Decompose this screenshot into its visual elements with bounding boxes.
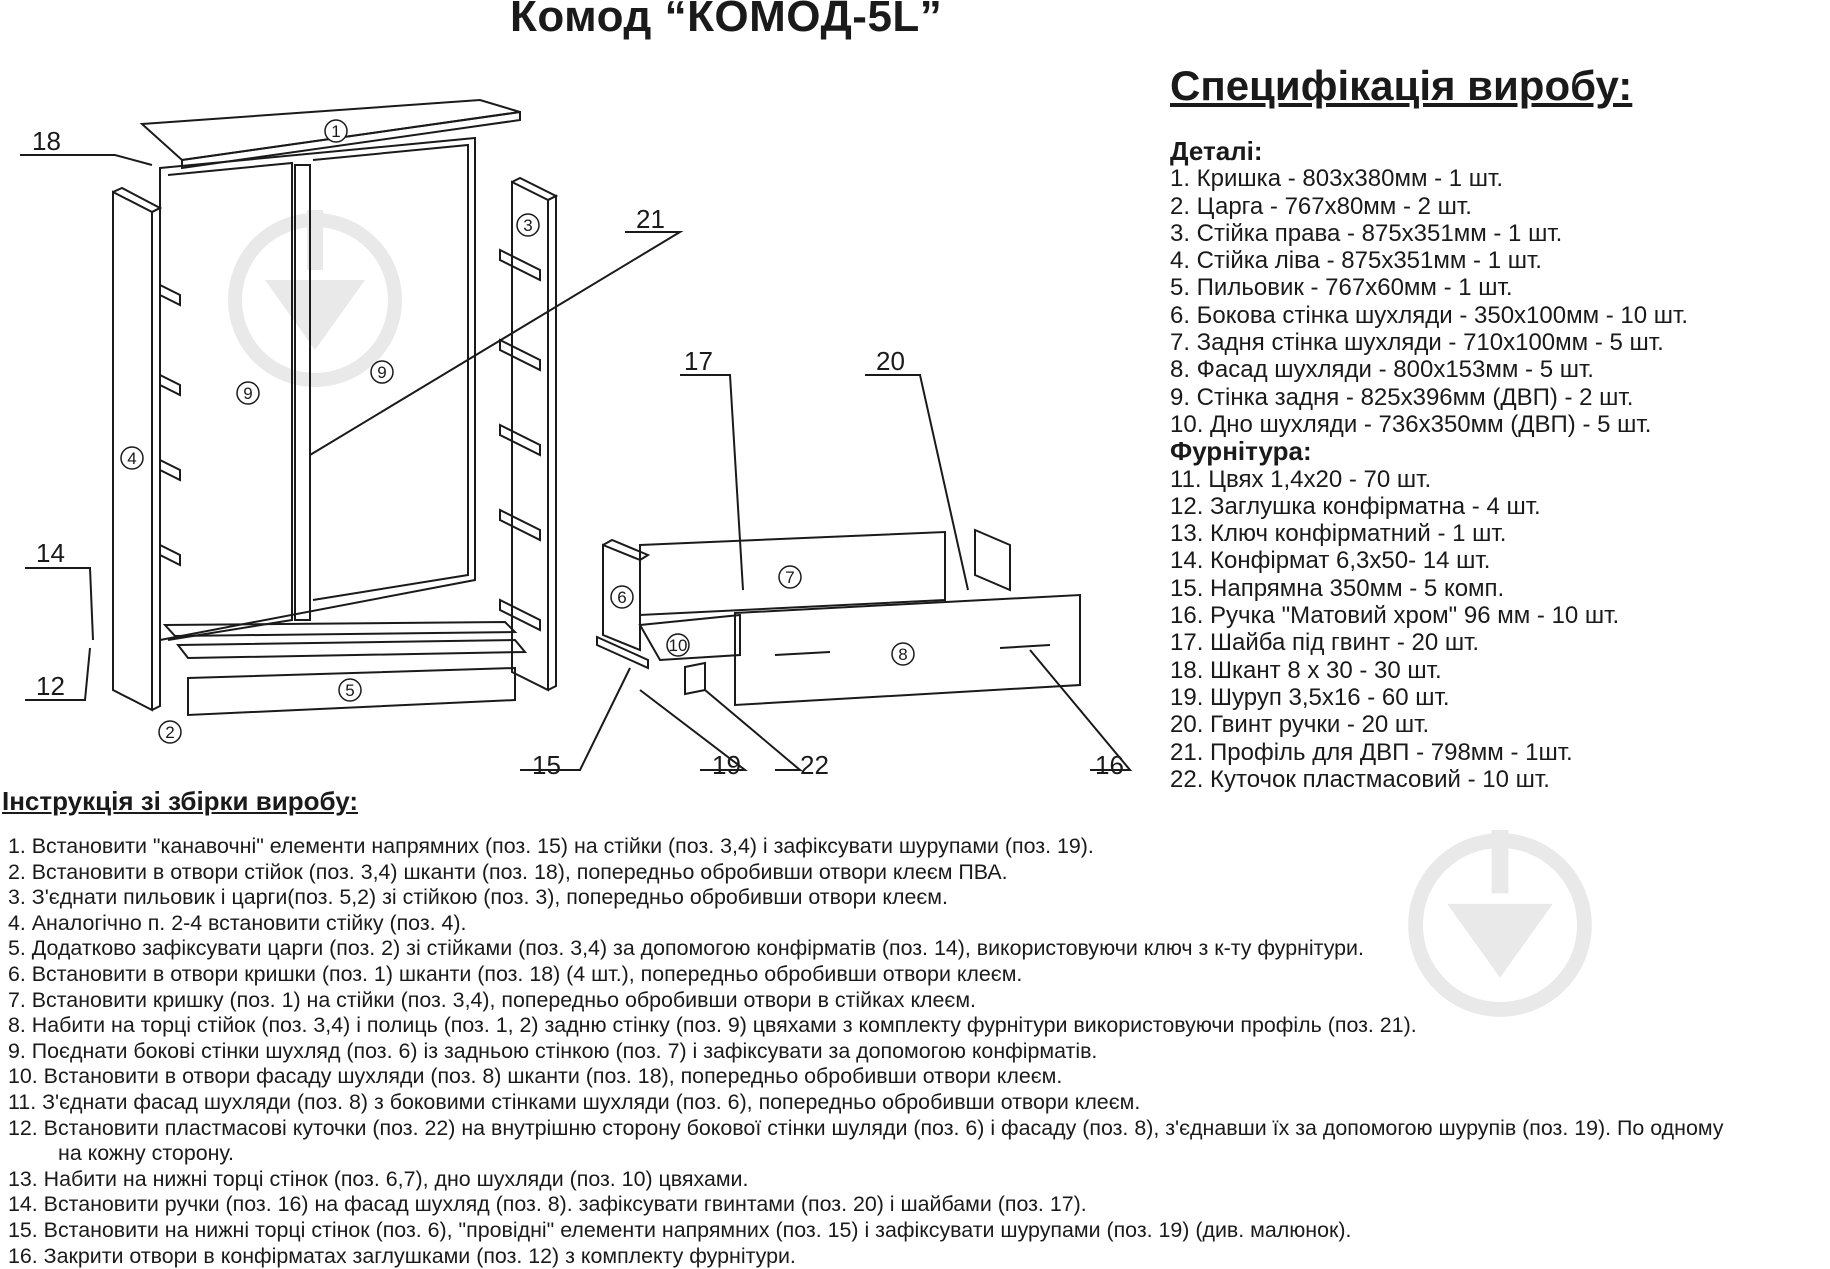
instruction-step: 8. Набити на торці стійок (поз. 3,4) і полиць (поз. 1, 2) задню стінку (поз. 9) цвяхами з комплекту фурнітури використовуючи профіль (поз. 21). <box>8 1013 1830 1039</box>
spec-item: 4. Стійка ліва - 875х351мм - 1 шт. <box>1170 247 1688 274</box>
spec-item: 5. Пильовик - 767х60мм - 1 шт. <box>1170 274 1688 301</box>
spec-item: 3. Стійка права - 875х351мм - 1 шт. <box>1170 220 1688 247</box>
spec-item: 22. Куточок пластмасовий - 10 шт. <box>1170 766 1688 793</box>
callout-19: 19 <box>712 750 741 780</box>
document-title: Комод “КОМОД-5L” <box>510 0 942 42</box>
part-mark-7: 7 <box>785 568 794 587</box>
instruction-step: 12. Встановити пластмасові куточки (поз. 22) на внутрішню сторону бокової стінки шуляди (поз. 6) і фасаду (поз. 8), з'єднавши їх за допомогою шурупів (поз. 19). По одному <box>8 1116 1830 1142</box>
spec-fittings-header: Фурнітура: <box>1170 438 1688 465</box>
spec-item: 16. Ручка "Матовий хром" 96 мм - 10 шт. <box>1170 602 1688 629</box>
part-corner <box>685 663 705 694</box>
part-mark-1: 1 <box>331 122 340 141</box>
spec-item: 19. Шуруп 3,5х16 - 60 шт. <box>1170 684 1688 711</box>
spec-item: 7. Задня стінка шухляди - 710х100мм - 5 шт. <box>1170 329 1688 356</box>
spec-item: 13. Ключ конфірматний - 1 шт. <box>1170 520 1688 547</box>
instruction-step: 5. Додатково зафіксувати царги (поз. 2) зі стійками (поз. 3,4) за допомогою конфірматів (поз. 14), використовуючи ключ з к-ту фурнітури. <box>8 936 1830 962</box>
instruction-step: 3. З'єднати пильовик і царги(поз. 5,2) зі стійкою (поз. 3), попередньо обробивши отвори клеєм. <box>8 885 1830 911</box>
spec-item: 11. Цвях 1,4х20 - 70 шт. <box>1170 466 1688 493</box>
part-mark-10: 10 <box>669 636 688 655</box>
callout-12: 12 <box>36 671 65 701</box>
spec-details-header: Деталі: <box>1170 138 1688 165</box>
spec-item: 15. Напрямна 350мм - 5 комп. <box>1170 575 1688 602</box>
spec-item: 10. Дно шухляди - 736х350мм (ДВП) - 5 шт. <box>1170 411 1688 438</box>
part-mark-3: 3 <box>523 216 532 235</box>
instruction-step: 9. Поєднати бокові стінки шухляд (поз. 6) із задньою стінкою (поз. 7) і зафіксувати за допомогою конфірматів. <box>8 1039 1830 1065</box>
callout-15: 15 <box>532 750 561 780</box>
callout-21: 21 <box>636 204 665 234</box>
spec-title: Специфікація виробу: <box>1170 62 1632 110</box>
spec-item: 12. Заглушка конфірматна - 4 шт. <box>1170 493 1688 520</box>
part-mark-4: 4 <box>127 449 136 468</box>
spec-item: 14. Конфірмат 6,3х50- 14 шт. <box>1170 547 1688 574</box>
callout-14: 14 <box>36 538 65 568</box>
part-back-panel <box>160 138 475 640</box>
callout-17: 17 <box>684 346 713 376</box>
spec-item: 17. Шайба під гвинт - 20 шт. <box>1170 629 1688 656</box>
spec-item: 2. Царга - 767х80мм - 2 шт. <box>1170 193 1688 220</box>
spec-item: 9. Стінка задня - 825х396мм (ДВП) - 2 шт. <box>1170 384 1688 411</box>
instruction-step: 14. Встановити ручки (поз. 16) на фасад шухляд (поз. 8). зафіксувати гвинтами (поз. 20) і шайбами (поз. 17). <box>8 1192 1830 1218</box>
instructions-title: Інструкція зі збірки виробу: <box>2 786 358 817</box>
spec-item: 8. Фасад шухляди - 800х153мм - 5 шт. <box>1170 356 1688 383</box>
instruction-step-continuation: на кожну сторону. <box>8 1141 1830 1167</box>
instruction-step: 4. Аналогічно п. 2-4 встановити стійку (поз. 4). <box>8 911 1830 937</box>
callout-20: 20 <box>876 346 905 376</box>
instruction-step: 7. Встановити кришку (поз. 1) на стійки (поз. 3,4), попередньо обробивши отвори в стійках клеєм. <box>8 988 1830 1014</box>
spec-item: 21. Профіль для ДВП - 798мм - 1шт. <box>1170 739 1688 766</box>
instruction-step: 15. Встановити на нижні торці стінок (поз. 6), "провідні" елементи напрямних (поз. 15) і зафіксувати шурупами (поз. 19) (див. малюнок). <box>8 1218 1830 1244</box>
instruction-step: 2. Встановити в отвори стійок (поз. 3,4) шканти (поз. 18), попередньо обробивши отвори клеєм ПВА. <box>8 860 1830 886</box>
instruction-step: 6. Встановити в отвори кришки (поз. 1) шканти (поз. 18) (4 шт.), попередньо обробивши отвори клеєм. <box>8 962 1830 988</box>
spec-item: 1. Кришка - 803х380мм - 1 шт. <box>1170 165 1688 192</box>
part-rail <box>178 640 525 658</box>
spec-item: 18. Шкант 8 х 30 - 30 шт. <box>1170 657 1688 684</box>
spec-item: 6. Бокова стінка шухляди - 350х100мм - 10 шт. <box>1170 302 1688 329</box>
part-mark-8: 8 <box>898 645 907 664</box>
instruction-step: 11. З'єднати фасад шухляди (поз. 8) з боковими стінками шухляди (поз. 6), попередньо обробивши отвори клеєм. <box>8 1090 1830 1116</box>
spec-list <box>1170 138 1688 793</box>
assembly-diagram <box>0 0 1160 790</box>
part-mark-2: 2 <box>165 723 174 742</box>
instruction-step: 16. Закрити отвори в конфірматах заглушками (поз. 12) з комплекту фурнітури. <box>8 1244 1830 1269</box>
callout-18: 18 <box>32 126 61 156</box>
instruction-step: 10. Встановити в отвори фасаду шухляди (поз. 8) шканти (поз. 18), попередньо обробивши отвори клеєм. <box>8 1064 1830 1090</box>
instructions-list <box>8 834 1830 1269</box>
part-mark-9: 9 <box>377 363 386 382</box>
spec-item: 20. Гвинт ручки - 20 шт. <box>1170 711 1688 738</box>
part-mark-9: 9 <box>243 384 252 403</box>
callout-16: 16 <box>1095 750 1124 780</box>
instruction-step: 13. Набити на нижні торці стінок (поз. 6,7), дно шухляди (поз. 10) цвяхами. <box>8 1167 1830 1193</box>
part-drawer-bottom <box>640 615 740 660</box>
part-mark-6: 6 <box>617 588 626 607</box>
callout-22: 22 <box>800 750 829 780</box>
part-mark-5: 5 <box>345 681 354 700</box>
instruction-step: 1. Встановити "канавочні" елементи напрямних (поз. 15) на стійки (поз. 3,4) і зафіксувати шурупами (поз. 19). <box>8 834 1830 860</box>
